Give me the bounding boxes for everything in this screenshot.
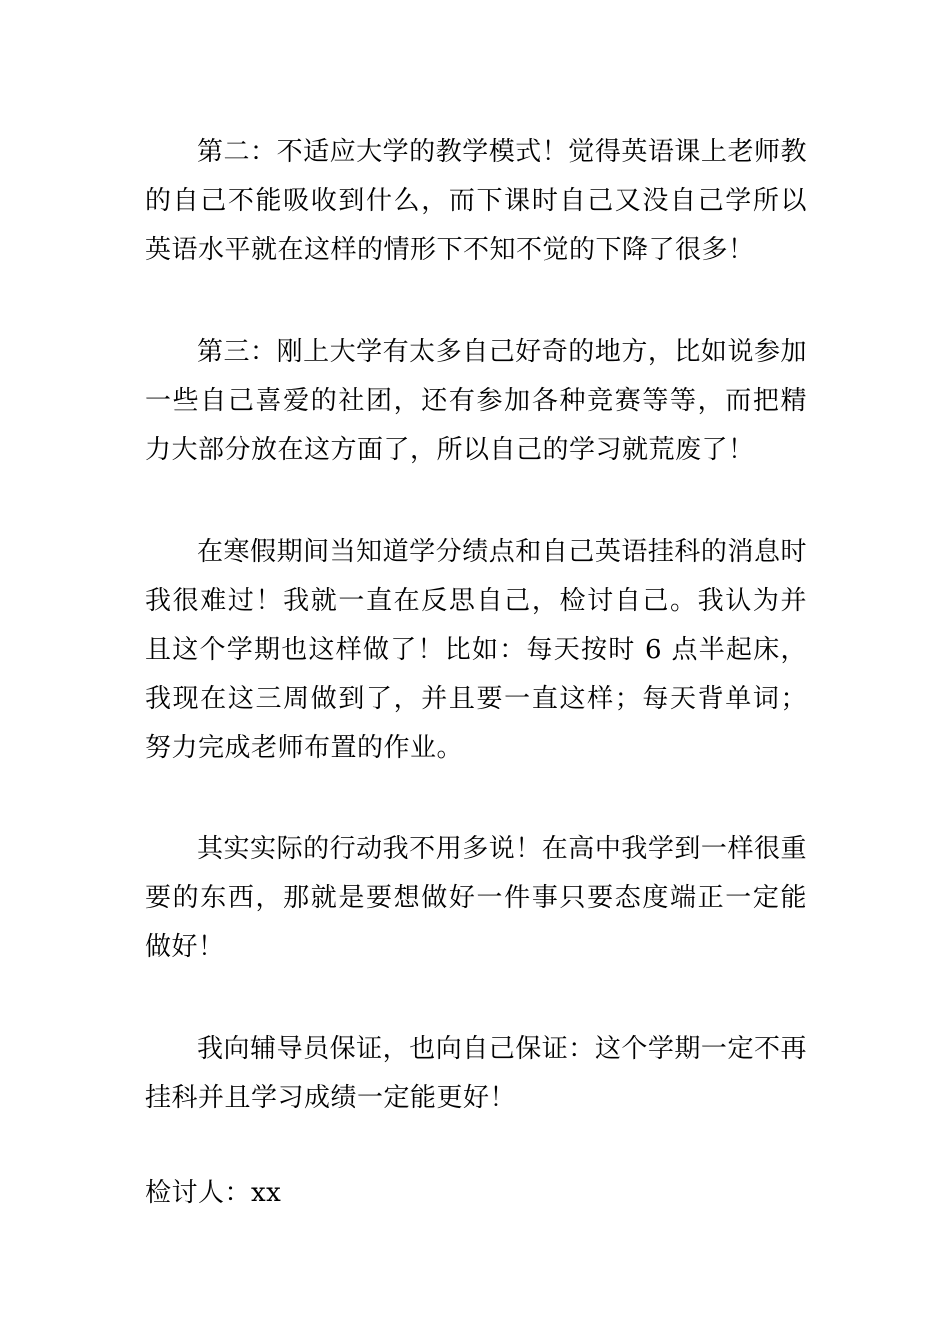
paragraph-third-reason: 第三：刚上大学有太多自己好奇的地方，比如说参加一些自己喜爱的社团，还有参加各种竞赛等等，而把精力大部分放在这方面了，所以自己的学习就荒废了！ [145,337,807,465]
paragraph-reflection: 在寒假期间当知道学分绩点和自己英语挂科的消息时我很难过！我就一直在反思自己，检讨自己。我认为并且这个学期也这样做了！比如：每天按时 6 点半起床，我现在这三周做到了，并且要一直这样；每天背单词；努力完成老师布置的作业。 [145,537,807,763]
paragraph-action: 其实实际的行动我不用多说！在高中我学到一样很重要的东西，那就是要想做好一件事只要态度端正一定能做好！ [145,834,807,962]
document-page [145,128,807,1218]
signature-line: 检讨人：xx [145,1178,282,1208]
paragraph-second-reason: 第二：不适应大学的教学模式！觉得英语课上老师教的自己不能吸收到什么，而下课时自己又没自己学所以英语水平就在这样的情形下不知不觉的下降了很多！ [145,137,807,265]
paragraph-promise: 我向辅导员保证，也向自己保证：这个学期一定不再挂科并且学习成绩一定能更好！ [145,1034,807,1113]
